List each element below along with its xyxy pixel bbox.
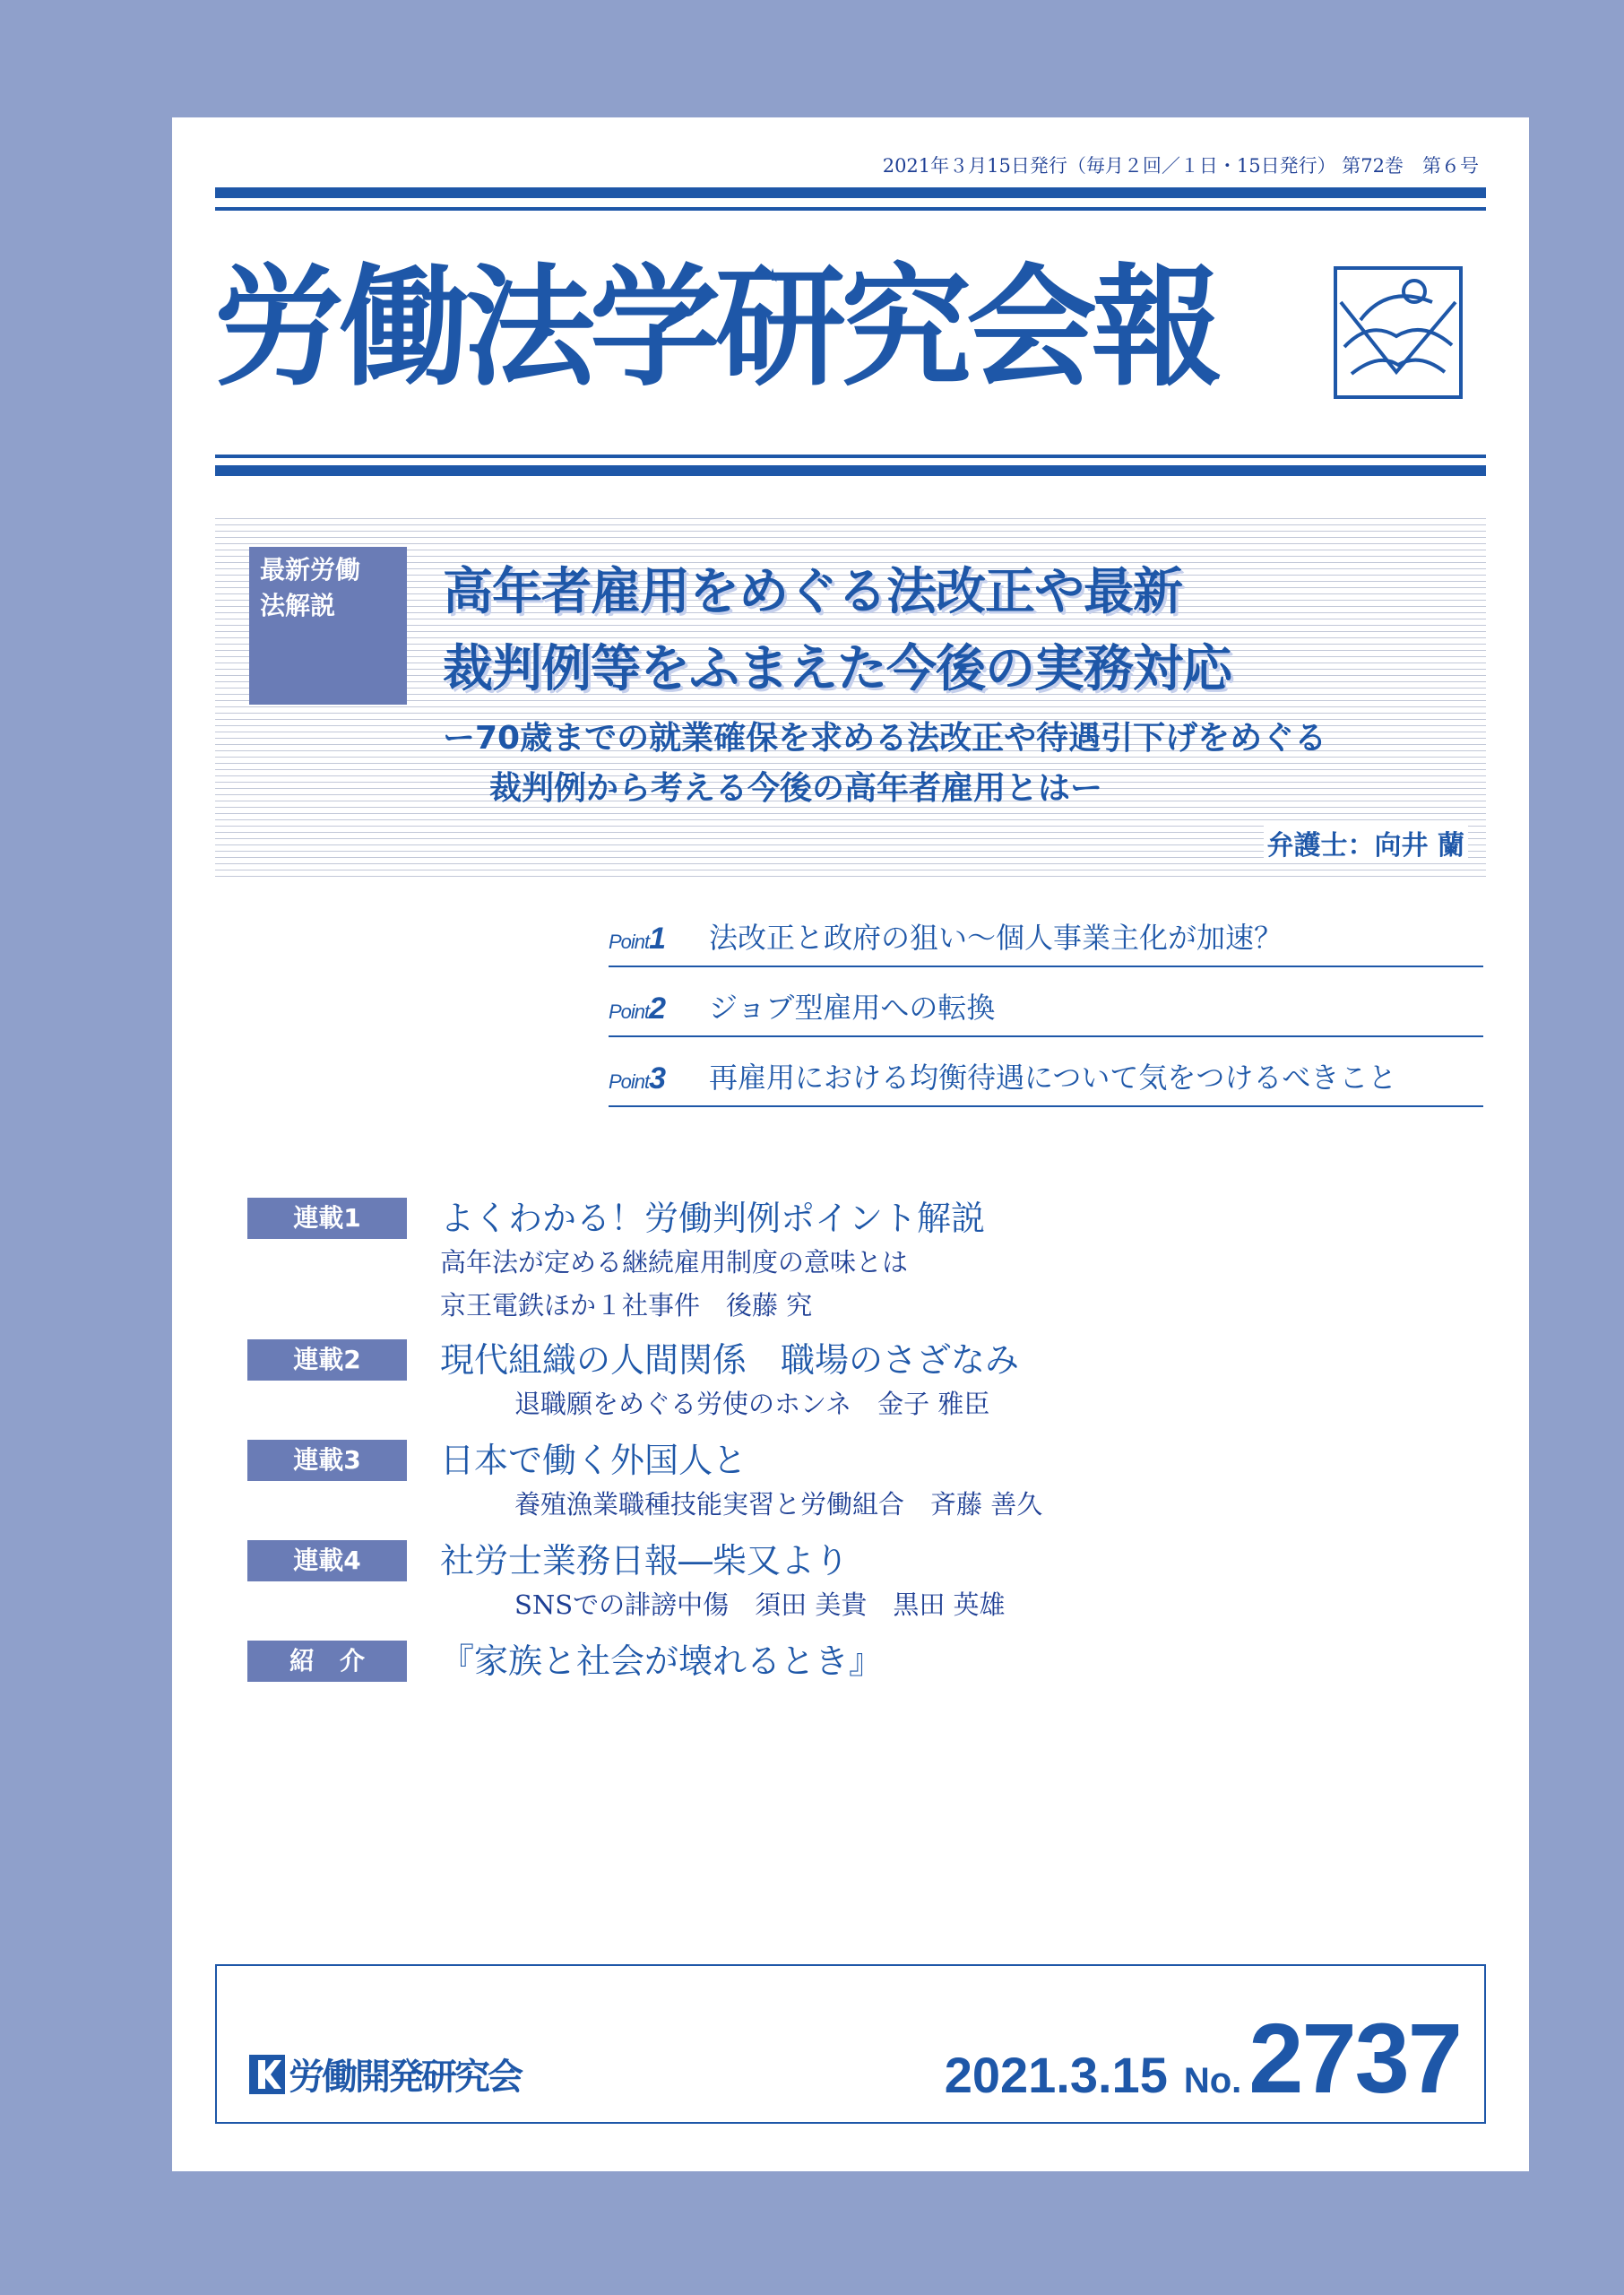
title-rule-thin — [215, 455, 1486, 458]
emblem-icon — [1334, 266, 1463, 399]
serial-title: 日本で働く外国人と — [440, 1441, 747, 1480]
serial-subtitle: 高年法が定める継続雇用制度の意味とは — [440, 1247, 909, 1277]
point-text: ジョブ型雇用への転換 — [709, 991, 996, 1025]
point-item — [609, 897, 1483, 967]
point-text: 法改正と政府の狙い～個人事業主化が加速？ — [709, 921, 1283, 955]
point-item — [609, 1037, 1483, 1107]
feature-tag — [249, 547, 407, 705]
k-mark-icon — [249, 2055, 285, 2094]
top-rule-thin — [215, 207, 1486, 211]
feature-author: 弁護士：向井 蘭 — [1264, 823, 1468, 862]
magazine-title: 労働法学研究会報 — [213, 252, 1217, 404]
serial-subtitle: 養殖漁業職種技能実習と労働組合 斉藤 善久 — [514, 1489, 1043, 1520]
magazine-cover — [172, 117, 1529, 2171]
serial-title: 社労士業務日報―柴又より — [440, 1541, 850, 1581]
point-label: Point1 — [609, 922, 667, 956]
publisher-name: 労働開発研究会 — [289, 2057, 521, 2098]
title-rule-thick — [215, 465, 1486, 476]
serial-title: 現代組織の人間関係 職場のさざなみ — [440, 1340, 1020, 1380]
feature-subtitle-line1: ー70歳までの就業確保を求める法改正や待遇引下げをめぐる — [443, 720, 1327, 757]
point-item — [609, 967, 1483, 1037]
feature-tag-line2: 法解説 — [260, 591, 336, 620]
feature-headline — [443, 554, 1231, 708]
feature-subtitle-line2: 裁判例から考える今後の高年者雇用とはー — [489, 770, 1103, 807]
feature-tag-line1: 最新労働 — [260, 555, 361, 585]
serial-tag: 連載4 — [247, 1540, 407, 1581]
top-rule-thick — [215, 187, 1486, 198]
serial-author-line: 京王電鉄ほか１社事件 後藤 究 — [440, 1290, 813, 1321]
serial-tag: 連載2 — [247, 1339, 407, 1381]
feature-section — [215, 518, 1486, 877]
point-label: Point3 — [609, 1061, 667, 1096]
issue-no-label: No. — [1183, 2061, 1242, 2100]
issue-number: 2737 — [1248, 2004, 1461, 2114]
feature-headline-line2: 裁判例等をふまえた今後の実務対応 — [443, 640, 1231, 698]
serial-title: 『家族と社会が壊れるとき』 — [440, 1641, 884, 1681]
publisher-logo — [249, 2048, 521, 2100]
point-label: Point2 — [609, 992, 667, 1026]
feature-subtitle — [443, 714, 1326, 814]
serial-subtitle: 退職願をめぐる労使のホンネ 金子 雅臣 — [514, 1389, 990, 1419]
serial-subtitle: SNSでの誹謗中傷 須田 美貴 黒田 英雄 — [514, 1589, 1006, 1620]
serial-tag: 連載1 — [247, 1198, 407, 1239]
serial-tag: 紹 介 — [247, 1641, 407, 1682]
publication-info: 2021年３月15日発行（毎月２回／１日・15日発行） 第72巻 第６号 — [882, 155, 1479, 177]
footer-box — [215, 1964, 1486, 2124]
serial-title: よくわかる！労働判例ポイント解説 — [440, 1199, 986, 1238]
serial-tag: 連載3 — [247, 1440, 407, 1481]
feature-headline-line1: 高年者雇用をめぐる法改正や最新 — [443, 563, 1182, 621]
issue-date: 2021.3.15 — [944, 2047, 1168, 2103]
issue-info — [945, 2002, 1461, 2116]
point-text: 再雇用における均衡待遇について気をつけるべきこと — [709, 1061, 1397, 1095]
point-list — [609, 897, 1483, 1107]
